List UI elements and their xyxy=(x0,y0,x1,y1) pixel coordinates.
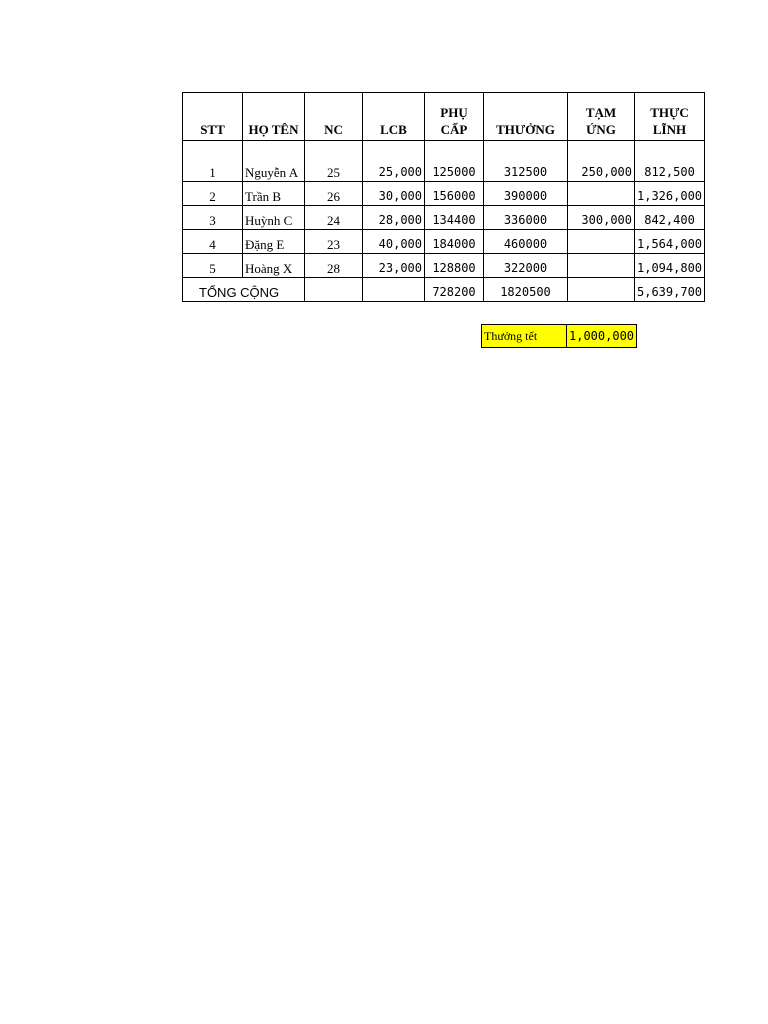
header-phu-cap[interactable]: PHỤ CẤP xyxy=(425,93,484,141)
cell-total-lcb[interactable] xyxy=(363,278,425,302)
cell-stt[interactable]: 1 xyxy=(183,141,243,182)
cell-phu-cap[interactable]: 128800 xyxy=(425,254,484,278)
header-thuc-linh[interactable]: THỰC LĨNH xyxy=(635,93,705,141)
cell-lcb[interactable]: 25,000 xyxy=(363,141,425,182)
header-nc[interactable]: NC xyxy=(305,93,363,141)
cell-ho-ten[interactable]: Đặng E xyxy=(243,230,305,254)
cell-thuong[interactable]: 322000 xyxy=(484,254,568,278)
header-row xyxy=(183,93,705,141)
cell-lcb[interactable]: 40,000 xyxy=(363,230,425,254)
cell-ho-ten[interactable]: Trần B xyxy=(243,182,305,206)
cell-stt[interactable]: 4 xyxy=(183,230,243,254)
bonus-value[interactable]: 1,000,000 xyxy=(567,325,637,348)
cell-total-tam-ung[interactable] xyxy=(568,278,635,302)
total-label[interactable]: TỔNG CỘNG xyxy=(183,278,305,302)
cell-lcb[interactable]: 30,000 xyxy=(363,182,425,206)
header-ho-ten[interactable]: HỌ TÊN xyxy=(243,93,305,141)
cell-nc[interactable]: 25 xyxy=(305,141,363,182)
cell-lcb[interactable]: 28,000 xyxy=(363,206,425,230)
payroll-table xyxy=(182,92,705,302)
cell-stt[interactable]: 3 xyxy=(183,206,243,230)
cell-phu-cap[interactable]: 184000 xyxy=(425,230,484,254)
cell-tam-ung[interactable]: 250,000 xyxy=(568,141,635,182)
cell-total-phu-cap[interactable]: 728200 xyxy=(425,278,484,302)
cell-tam-ung[interactable] xyxy=(568,230,635,254)
cell-thuc-linh[interactable]: 812,500 xyxy=(635,141,705,182)
bonus-label[interactable]: Thưởng tết xyxy=(482,325,567,348)
table-row xyxy=(183,141,705,182)
bonus-row xyxy=(482,325,637,348)
cell-thuong[interactable]: 460000 xyxy=(484,230,568,254)
cell-tam-ung[interactable]: 300,000 xyxy=(568,206,635,230)
bonus-table xyxy=(481,324,637,348)
cell-ho-ten[interactable]: Nguyễn A xyxy=(243,141,305,182)
cell-total-thuc-linh[interactable]: 5,639,700 xyxy=(635,278,705,302)
header-lcb[interactable]: LCB xyxy=(363,93,425,141)
cell-lcb[interactable]: 23,000 xyxy=(363,254,425,278)
cell-ho-ten[interactable]: Huỳnh C xyxy=(243,206,305,230)
cell-total-nc[interactable] xyxy=(305,278,363,302)
cell-thuong[interactable]: 390000 xyxy=(484,182,568,206)
cell-thuc-linh[interactable]: 1,326,000 xyxy=(635,182,705,206)
cell-nc[interactable]: 24 xyxy=(305,206,363,230)
cell-nc[interactable]: 26 xyxy=(305,182,363,206)
cell-tam-ung[interactable] xyxy=(568,182,635,206)
header-thuong[interactable]: THƯỞNG xyxy=(484,93,568,141)
cell-nc[interactable]: 28 xyxy=(305,254,363,278)
cell-phu-cap[interactable]: 125000 xyxy=(425,141,484,182)
total-row xyxy=(183,278,705,302)
cell-stt[interactable]: 5 xyxy=(183,254,243,278)
cell-thuong[interactable]: 336000 xyxy=(484,206,568,230)
cell-phu-cap[interactable]: 134400 xyxy=(425,206,484,230)
table-row xyxy=(183,206,705,230)
cell-thuc-linh[interactable]: 1,564,000 xyxy=(635,230,705,254)
cell-ho-ten[interactable]: Hoàng X xyxy=(243,254,305,278)
cell-stt[interactable]: 2 xyxy=(183,182,243,206)
cell-thuc-linh[interactable]: 842,400 xyxy=(635,206,705,230)
cell-phu-cap[interactable]: 156000 xyxy=(425,182,484,206)
table-row xyxy=(183,254,705,278)
cell-total-thuong[interactable]: 1820500 xyxy=(484,278,568,302)
table-row xyxy=(183,230,705,254)
cell-thuong[interactable]: 312500 xyxy=(484,141,568,182)
table-row xyxy=(183,182,705,206)
cell-tam-ung[interactable] xyxy=(568,254,635,278)
header-tam-ung[interactable]: TẠM ỨNG xyxy=(568,93,635,141)
cell-thuc-linh[interactable]: 1,094,800 xyxy=(635,254,705,278)
cell-nc[interactable]: 23 xyxy=(305,230,363,254)
header-stt[interactable]: STT xyxy=(183,93,243,141)
